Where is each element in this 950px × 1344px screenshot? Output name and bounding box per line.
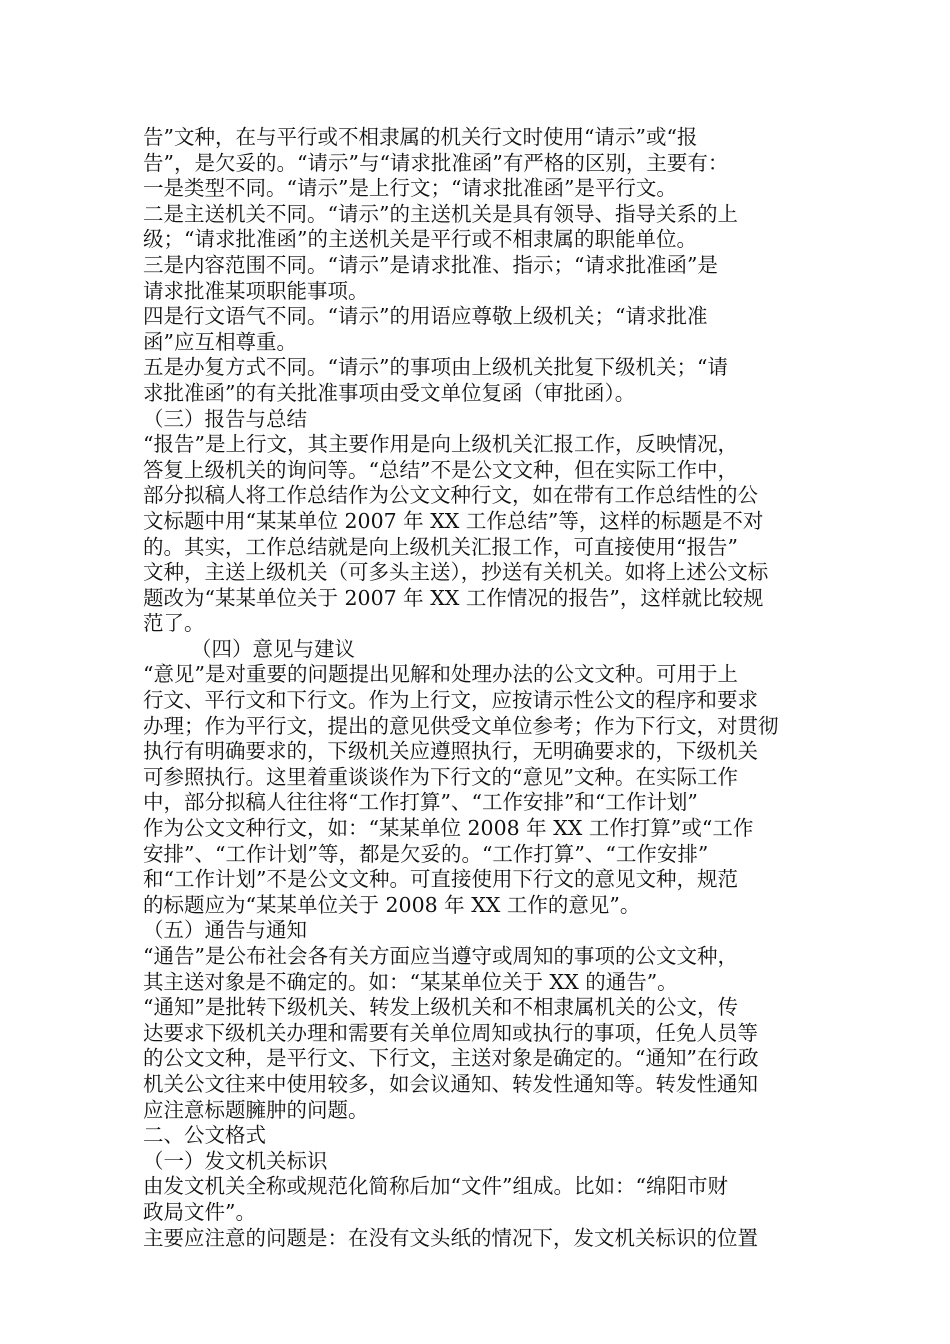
text-line: 文种，主送上级机关（可多头主送），抄送有关机关。如将上述公文标 (143, 560, 769, 585)
text-line: 求批准函”的有关批准事项由受文单位复函（审批函）。 (143, 380, 636, 405)
text-line: 的标题应为“某某单位关于 2008 年 XX 工作的意见”。 (143, 892, 641, 917)
text-line: 一是类型不同。“请示”是上行文；“请求批准函”是平行文。 (143, 176, 677, 201)
text-line: 和“工作计划”不是公文文种。可直接使用下行文的意见文种，规范 (143, 867, 738, 892)
section-heading: （一）发文机关标识 (143, 1148, 328, 1173)
text-line: 三是内容范围不同。“请示”是请求批准、指示；“请求批准函”是 (143, 252, 718, 277)
text-line: 执行有明确要求的，下级机关应遵照执行，无明确要求的，下级机关 (143, 739, 758, 764)
text-line: 应注意标题臃肿的问题。 (143, 1097, 369, 1122)
text-line: 文标题中用“某某单位 2007 年 XX 工作总结”等，这样的标题是不对 (143, 508, 764, 533)
chapter-heading: 二、公文格式 (143, 1123, 266, 1148)
text-line: 安排”、“工作计划”等，都是欠妥的。“工作打算”、“工作安排” (143, 841, 709, 866)
text-line: “通告”是公布社会各有关方面应当遵守或周知的事项的公文文种， (143, 944, 738, 968)
text-line: “通知”是批转下级机关、转发上级机关和不相隶属机关的公文，传 (143, 995, 738, 1020)
text-line: 政局文件”。 (143, 1199, 256, 1224)
text-line: 主要应注意的问题是：在没有文头纸的情况下，发文机关标识的位置 (143, 1225, 758, 1250)
text-line: 四是行文语气不同。“请示”的用语应尊敬上级机关；“请求批准 (143, 304, 708, 329)
section-heading: （三）报告与总结 (143, 406, 307, 431)
section-heading: （五）通告与通知 (143, 918, 307, 943)
text-line: 告”，是欠妥的。“请示”与“请求批准函”有严格的区别，主要有： (143, 150, 729, 175)
text-line: 二是主送机关不同。“请示”的主送机关是具有领导、指导关系的上 (143, 201, 738, 226)
text-line: 题改为“某某单位关于 2007 年 XX 工作情况的报告”，这样就比较规 (143, 585, 764, 610)
text-line: 答复上级机关的询问等。“总结”不是公文文种，但在实际工作中， (143, 457, 738, 482)
text-line: 办理；作为平行文，提出的意见供受文单位参考；作为下行文，对贯彻 (143, 713, 779, 738)
text-line: 中，部分拟稿人往往将“工作打算”、“工作安排”和“工作计划” (143, 790, 698, 815)
text-line: 由发文机关全称或规范化简称后加“文件”组成。比如：“绵阳市财 (143, 1174, 728, 1199)
text-line: 请求批准某项职能事项。 (143, 278, 369, 303)
text-line: 告”文种，在与平行或不相隶属的机关行文时使用“请示”或“报 (143, 125, 698, 149)
text-line: 行文、平行文和下行文。作为上行文，应按请示性公文的程序和要求 (143, 688, 758, 713)
text-line: 的公文文种，是平行文、下行文，主送对象是确定的。“通知”在行政 (143, 1046, 759, 1071)
text-line: “意见”是对重要的问题提出见解和处理办法的公文文种。可用于上 (143, 662, 738, 687)
text-line: 机关公文往来中使用较多，如会议通知、转发性通知等。转发性通知 (143, 1071, 758, 1096)
document-body (143, 125, 811, 1251)
text-line: 其主送对象是不确定的。如：“某某单位关于 XX 的通告”。 (143, 969, 678, 994)
text-line: 范了。 (143, 611, 205, 636)
text-line: 级；“请求批准函”的主送机关是平行或不相隶属的职能单位。 (143, 227, 697, 252)
section-heading: （四）意见与建议 (191, 636, 355, 661)
text-line: 部分拟稿人将工作总结作为公文文种行文，如在带有工作总结性的公 (143, 483, 758, 508)
text-line: 函”应互相尊重。 (143, 329, 297, 354)
text-line: 作为公文文种行文，如：“某某单位 2008 年 XX 工作打算”或“工作 (143, 816, 754, 841)
text-line: 可参照执行。这里着重谈谈作为下行文的“意见”文种。在实际工作 (143, 764, 738, 789)
text-line: “报告”是上行文，其主要作用是向上级机关汇报工作，反映情况， (143, 432, 738, 457)
text-line: 达要求下级机关办理和需要有关单位周知或执行的事项，任免人员等 (143, 1020, 758, 1045)
text-line: 的。其实，工作总结就是向上级机关汇报工作，可直接使用“报告” (143, 534, 738, 559)
text-line: 五是办复方式不同。“请示”的事项由上级机关批复下级机关；“请 (143, 355, 728, 380)
